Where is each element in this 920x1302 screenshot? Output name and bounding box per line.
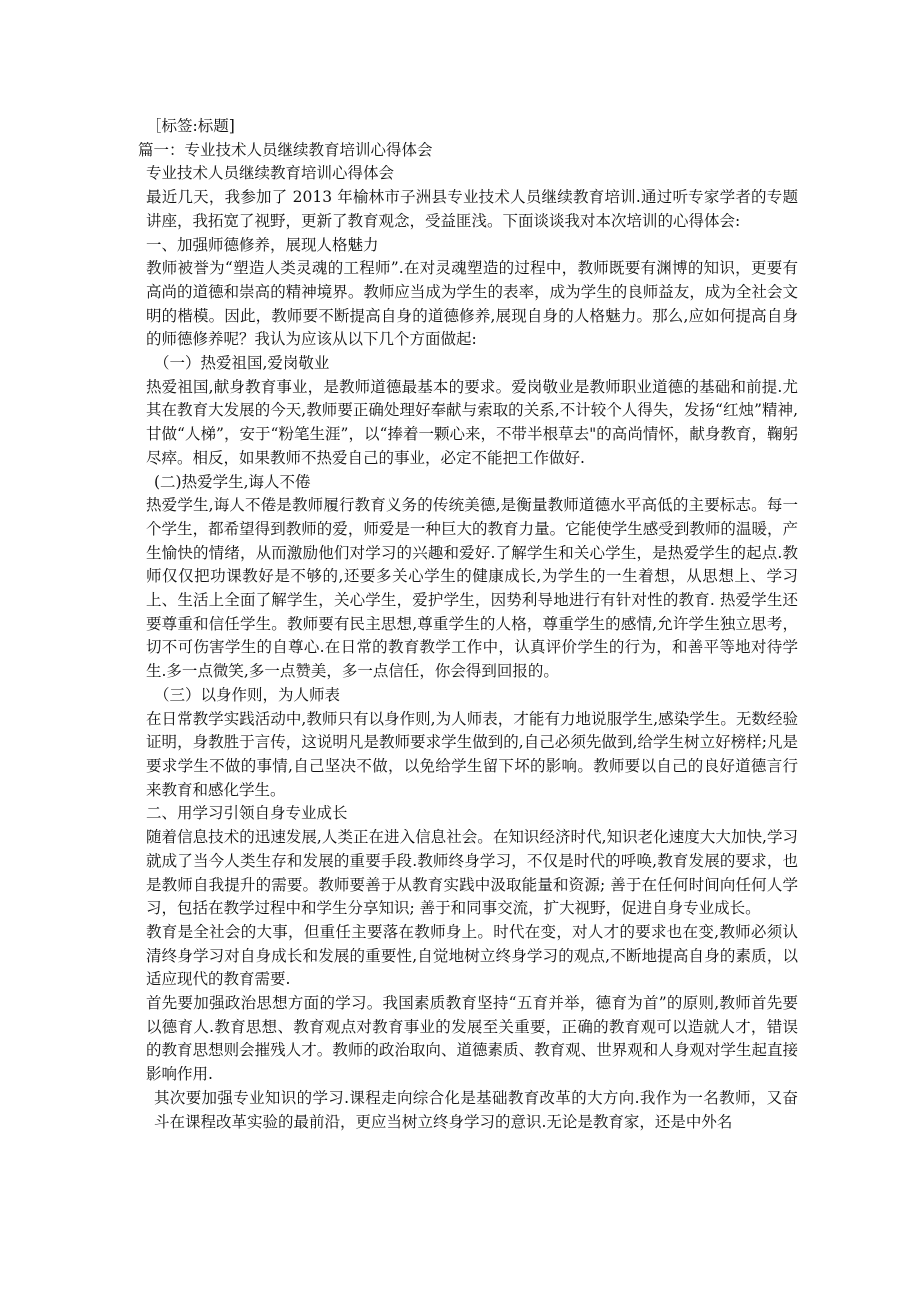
paragraph-2-2: 教育是全社会的大事，但重任主要落在教师身上。时代在变，对人才的要求也在变,教师必须认清终身学习对自身成长和发展的重要性,自觉地树立终身学习的观点,不断地提高自身的素质，以适应现代的教育需要. xyxy=(146,922,798,989)
subsection-heading-1-1: （一）热爱祖国,爱岗敬业 xyxy=(154,354,330,373)
section-heading-2: 二、用学习引领自身专业成长 xyxy=(146,804,348,823)
tag-line: ［标签:标题] xyxy=(146,117,235,135)
subsection-heading-1-2: (二)热爱学生,诲人不倦 xyxy=(154,472,311,491)
section-heading-1: 一、加强师德修养，展现人格魅力 xyxy=(146,235,379,254)
paragraph-1: 教师被誉为“塑造人类灵魂的工程师”.在对灵魂塑造的过程中，教师既要有渊博的知识，更要有高尚的道德和崇高的精神境界。教师应当成为学生的表率，成为学生的良师益友，成为全社会文明的楷模。因此，教师要不断提高自身的道德修养,展现自身的人格魅力。那么,应如何提高自身的师德修养呢？我认为应该从以下几个方面做起: xyxy=(146,259,798,349)
chapter-title: 篇一：专业技术人员继续教育培训心得体会 xyxy=(138,140,433,159)
paragraph-1-3: 在日常教学实践活动中,教师只有以身作则,为人师表，才能有力地说服学生,感染学生。无数经验证明，身教胜于言传，这说明凡是教师要求学生做到的,自己必须先做到,给学生树立好榜样;凡是要求学生不做的事情,自己坚决不做，以免给学生留下坏的影响。教师要以自己的良好道德言行来教育和感化学生。 xyxy=(146,709,798,799)
sub-title: 专业技术人员继续教育培训心得体会 xyxy=(146,164,395,183)
paragraph-2-1: 随着信息技术的迅速发展,人类正在进入信息社会。在知识经济时代,知识老化速度大大加快,学习就成了当今人类生存和发展的重要手段.教师终身学习，不仅是时代的呼唤,教育发展的要求，也是教师自我提升的需要。教师要善于从教育实践中汲取能量和资源; 善于在任何时间向任何人学习，包括在教学过程中和学生分享知识; 善于和同事交流，扩大视野，促进自身专业成长。 xyxy=(146,828,798,918)
document-page xyxy=(138,115,798,1134)
paragraph-1-2: 热爱学生,诲人不倦是教师履行教育义务的传统美德,是衡量教师道德水平高低的主要标志。每一个学生，都希望得到教师的爱，师爱是一种巨大的教育力量。它能使学生感受到教师的温暖，产生愉快的情绪，从而激励他们对学习的兴趣和爱好.了解学生和关心学生，是热爱学生的起点.教师仅仅把功课教好是不够的,还要多关心学生的健康成长,为学生的一生着想，从思想上、学习上、生活上全面了解学生，关心学生，爱护学生，因势利导地进行有针对性的教育. 热爱学生还要尊重和信任学生。教师要有民主思想,尊重学生的人格，尊重学生的感情,允许学生独立思考，切不可伤害学生的自尊心.在日常的教育教学工作中，认真评价学生的行为，和善平等地对待学生.多一点微笑,多一点赞美，多一点信任，你会得到回报的。 xyxy=(146,496,798,681)
paragraph-2-4: 其次要加强专业知识的学习.课程走向综合化是基础教育改革的大方向.我作为一名教师，又奋斗在课程改革实验的最前沿，更应当树立终身学习的意识.无论是教育家，还是中外名 xyxy=(154,1088,798,1131)
subsection-heading-1-3: （三）以身作则，为人师表 xyxy=(154,685,341,704)
paragraph-2-3: 首先要加强政治思想方面的学习。我国素质教育坚持“五育并举，德育为首”的原则,教师首先要以德育人.教育思想、教育观点对教育事业的发展至关重要，正确的教育观可以造就人才，错误的教育思想则会摧残人才。教师的政治取向、道德素质、教育观、世界观和人身观对学生起直接影响作用. xyxy=(146,994,798,1084)
paragraph-intro: 最近几天，我参加了 2013 年榆林市子洲县专业技术人员继续教育培训.通过听专家学者的专题讲座，我拓宽了视野，更新了教育观念，受益匪浅。下面谈谈我对本次培训的心得体会: xyxy=(146,188,798,230)
paragraph-1-1: 热爱祖国,献身教育事业，是教师道德最基本的要求。爱岗敬业是教师职业道德的基础和前提.尤其在教育大发展的今天,教师要正确处理好奉献与索取的关系,不计较个人得失，发扬“红烛”精神,甘做“人梯”，安于“粉笔生涯”，以“捧着一颗心来，不带半根草去"的高尚情怀，献身教育，鞠躬尽瘁。相反，如果教师不热爱自己的事业，必定不能把工作做好. xyxy=(146,377,798,467)
